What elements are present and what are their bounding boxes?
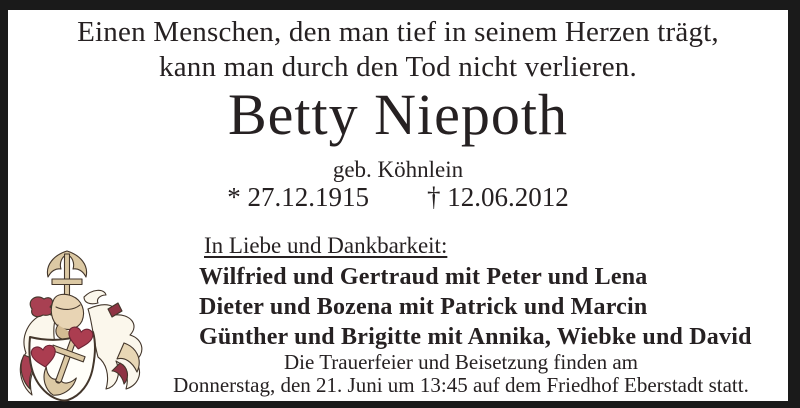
mourner-line-1: Wilfried und Gertraud mit Peter und Lena: [199, 264, 648, 290]
funeral-line-2: Donnerstag, den 21. Juni um 13:45 auf dem Friedhof Eberstadt statt.: [173, 373, 749, 397]
deceased-name: Betty Niepoth: [227, 82, 568, 147]
funeral-line-1: Die Trauerfeier und Beisetzung finden am: [284, 350, 638, 374]
life-dates: [8, 182, 788, 213]
mourner-line-3: Günther und Brigitte mit Annika, Wiebke und David: [199, 324, 752, 350]
quote-line-1: Einen Menschen, den man tief in seinem Herzen trägt,: [77, 16, 719, 48]
mourners-list: [199, 262, 752, 352]
birth-date: * 27.12.1915: [227, 182, 369, 212]
tribute-heading: In Liebe und Dankbarkeit:: [204, 233, 448, 258]
coat-of-arms-svg: [12, 247, 162, 403]
quote-line-2: kann man durch den Tod nicht verlieren.: [159, 51, 637, 83]
coat-of-arms: [12, 247, 162, 403]
maiden-name: geb. Köhnlein: [332, 157, 464, 182]
death-date: † 12.06.2012: [427, 182, 569, 212]
mourner-line-2: Dieter und Bozena mit Patrick und Marcin: [199, 294, 648, 320]
